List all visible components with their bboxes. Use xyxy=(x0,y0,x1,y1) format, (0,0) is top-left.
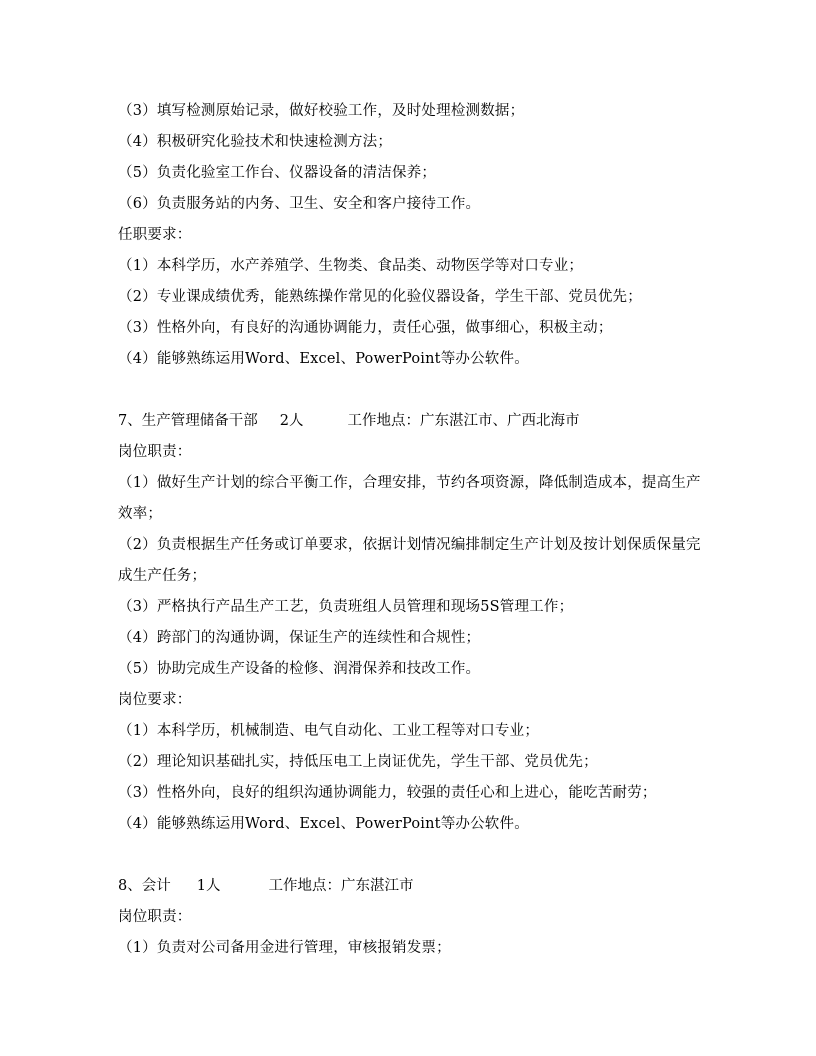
job-title: 8、会计 xyxy=(118,878,171,894)
requirement-item: （1）本科学历，水产养殖学、生物类、食品类、动物医学等对口专业； xyxy=(118,258,584,274)
requirement-item: （3）性格外向，良好的组织沟通协调能力，较强的责任心和上进心，能吃苦耐劳； xyxy=(118,785,657,801)
duty-item: （3）严格执行产品生产工艺，负责班组人员管理和现场5S管理工作； xyxy=(118,599,574,615)
duty-item: （3）填写检测原始记录，做好校验工作，及时处理检测数据； xyxy=(118,103,525,119)
duty-item: （5）负责化验室工作台、仪器设备的清洁保养； xyxy=(118,165,437,181)
requirement-item: （2）理论知识基础扎实，持低压电工上岗证优先，学生干部、党员优先； xyxy=(118,754,598,770)
duties-heading: 岗位职责： xyxy=(118,444,192,460)
duty-item: （1）负责对公司备用金进行管理，审核报销发票； xyxy=(118,940,451,956)
job-location: 工作地点：广东湛江市 xyxy=(268,878,414,894)
requirement-item: （4）能够熟练运用Word、Excel、PowerPoint等办公软件。 xyxy=(118,351,529,367)
duties-heading: 岗位职责： xyxy=(118,909,192,925)
job-heading-8 xyxy=(118,871,704,902)
requirements-heading: 岗位要求： xyxy=(118,692,192,708)
spacer xyxy=(118,375,704,406)
requirement-item: （1）本科学历，机械制造、电气自动化、工业工程等对口专业； xyxy=(118,723,540,739)
job-heading-7 xyxy=(118,406,704,437)
requirement-item: （2）专业课成绩优秀，能熟练操作常见的化验仪器设备，学生干部、党员优先； xyxy=(118,289,642,305)
duty-item: （6）负责服务站的内务、卫生、安全和客户接待工作。 xyxy=(118,196,481,212)
duty-item: （1）做好生产计划的综合平衡工作，合理安排，节约各项资源，降低制造成本，提高生产效率； xyxy=(118,475,701,522)
duty-item: （4）跨部门的沟通协调，保证生产的连续性和合规性； xyxy=(118,630,481,646)
job-title: 7、生产管理储备干部 xyxy=(118,413,258,429)
duty-item: （4）积极研究化验技术和快速检测方法； xyxy=(118,134,393,150)
spacer xyxy=(118,840,704,871)
requirement-item: （3）性格外向，有良好的沟通协调能力，责任心强，做事细心，积极主动； xyxy=(118,320,613,336)
job-headcount: 1人 xyxy=(196,878,221,894)
job-location: 工作地点：广东湛江市、广西北海市 xyxy=(347,413,580,429)
page-content xyxy=(118,96,704,964)
job-headcount: 2人 xyxy=(279,413,304,429)
requirements-heading: 任职要求： xyxy=(118,227,192,243)
duty-item: （5）协助完成生产设备的检修、润滑保养和技改工作。 xyxy=(118,661,481,677)
duty-item: （2）负责根据生产任务或订单要求，依据计划情况编排制定生产计划及按计划保质保量完成生产任务； xyxy=(118,537,701,584)
requirement-item: （4）能够熟练运用Word、Excel、PowerPoint等办公软件。 xyxy=(118,816,529,832)
